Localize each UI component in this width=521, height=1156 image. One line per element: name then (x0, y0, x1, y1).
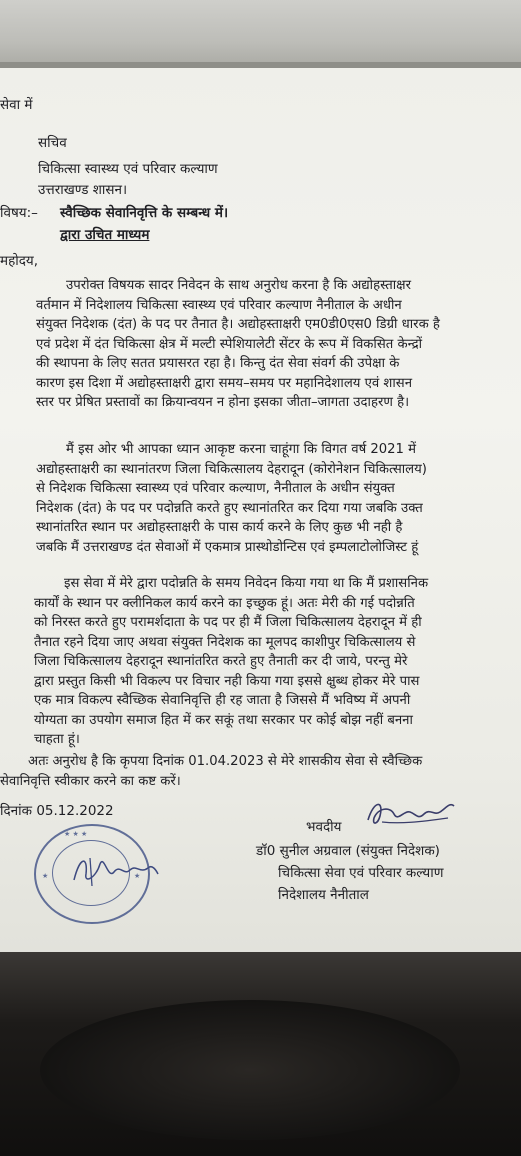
paragraph-line: निदेशक (दंत) के पद पर पदोन्नति करते हुए स्थानांतरित कर दिया गया जबकि उक्त (36, 500, 423, 516)
paragraph-line: चाहता हूं। (34, 732, 80, 747)
subject-label: विषय:– (0, 205, 38, 221)
greeting: महोदय, (0, 253, 39, 269)
stamp-star-left: ★ (42, 872, 49, 880)
paragraph-line: से निदेशक चिकित्सा स्वास्थ्य एवं परिवार कल्याण, नैनीताल के अधीन संयुक्त (36, 481, 395, 496)
paragraph-line: अद्योहस्ताक्षरी का स्थानांतरण जिला चिकित्सालय देहरादून (कोरोनेशन चिकित्सालय) (36, 461, 427, 477)
stamp-star-top: ★ ★ ★ (64, 830, 88, 838)
paragraph-line: कारण इस दिशा में अद्योहस्ताक्षरी द्वारा समय–समय पर महानिदेशालय एवं शासन (36, 375, 413, 391)
paragraph-line: स्तर पर प्रेषित प्रस्तावों का क्रियान्वयन न होना इसका जीता–जागता उदाहरण है। (36, 395, 410, 410)
recipient-line-2: चिकित्सा स्वास्थ्य एवं परिवार कल्याण (38, 161, 218, 177)
sender-department: चिकित्सा सेवा एवं परिवार कल्याण (278, 865, 444, 881)
paragraph-line: द्वारा प्रस्तुत किसी भी विकल्प पर विचार नही किया गया इससे क्षुब्ध होकर मेरे पास (34, 673, 420, 689)
signature-image (360, 796, 460, 830)
paragraph-line: तैनात रहने दिया जाए अथवा संयुक्त निदेशक का मूलपद काशीपुर चिकित्सालय से (34, 634, 416, 650)
closing: भवदीय (306, 819, 342, 835)
paper-fold-edge (0, 62, 521, 68)
via-text: द्वारा उचित माध्यम (60, 227, 150, 243)
paragraph-line: उपरोक्त विषयक सादर निवेदन के साथ अनुरोध करना है कि अद्योहस्ताक्षर (66, 278, 412, 293)
paragraph-line: वर्तमान में निदेशालय चिकित्सा स्वास्थ्य एवं परिवार कल्याण नैनीताल के अधीन (36, 297, 402, 313)
paragraph-line: योग्यता का उपयोग समाज हित में कर सकूं तथा सरकार पर कोई बोझ नहीं बनना (34, 712, 413, 728)
paragraph-line: स्थानांतरित स्थान पर अद्योहस्ताक्षरी के पास कार्य करने के लिए कुछ भी नही है (36, 520, 403, 535)
paragraph-1 (36, 276, 440, 413)
stamp-signature (70, 850, 160, 890)
letter-date: दिनांक 05.12.2022 (0, 803, 114, 819)
sender-name: डॉ0 सुनील अग्रवाल (संयुक्त निदेशक) (256, 843, 440, 859)
stamp-star-right: ★ (134, 872, 141, 880)
paragraph-line: अतः अनुरोध है कि कृपया दिनांक 01.04.2023 से मेरे शासकीय सेवा से स्वैच्छिक (28, 754, 423, 769)
paragraph-line: जिला चिकित्सालय देहरादून स्थानांतरित करते हुए तैनाती कर दी जाये, परन्तु मेरे (34, 654, 408, 669)
paragraph-line: संयुक्त निदेशक (दंत) के पद पर तैनात है। अद्योहस्ताक्षरी एम0डी0एस0 डिग्री धारक है (36, 317, 440, 332)
photo-background-top (0, 0, 521, 70)
paragraph-line: कार्यों के स्थान पर क्लीनिकल कार्य करने का इच्छुक हूं। अतः मेरी की गई पदोन्नति (34, 595, 415, 611)
subject-text: स्वैच्छिक सेवानिवृत्ति के सम्बन्ध में। (60, 205, 229, 221)
paragraph-line: इस सेवा में मेरे द्वारा पदोन्नति के समय निवेदन किया गया था कि मैं प्रशासनिक (64, 576, 429, 591)
paragraph-line: मैं इस ओर भी आपका ध्यान आकृष्ट करना चाहूंगा कि विगत वर्ष 2021 में (66, 442, 417, 457)
paragraph-2 (36, 440, 427, 557)
paragraph-line: की स्थापना के लिए सतत प्रयासरत रहा है। किन्तु दंत सेवा संवर्ग की उपेक्षा के (36, 356, 400, 371)
sender-office: निदेशालय नैनीताल (278, 887, 369, 903)
paragraph-line: एवं प्रदेश में दंत चिकित्सा क्षेत्र में मल्टी स्पेशियालेटी सेंटर के रूप में विकसित केन्द्रों (36, 336, 423, 352)
paragraph-line: एक मात्र विकल्प स्वैच्छिक सेवानिवृत्ति ही रह जाता है जिससे मैं भविष्य में अपनी (34, 693, 411, 708)
salutation-to: सेवा में (0, 97, 33, 113)
paragraph-line: जबकि मैं उत्तराखण्ड दंत सेवाओं में एकमात्र प्रास्थोडोन्टिस एवं इम्पलाटोलोजिस्ट हूं (36, 539, 419, 555)
paragraph-line: सेवानिवृत्ति स्वीकार करने का कष्ट करें। (0, 773, 181, 789)
recipient-line-3: उत्तराखण्ड शासन। (38, 182, 128, 198)
paragraph-line: को निरस्त करते हुए परामर्शदाता के पद पर ही मैं जिला चिकित्सालय देहरादून में ही (34, 615, 422, 630)
paragraph-4 (0, 752, 422, 791)
photo-shadow (40, 1000, 460, 1140)
recipient-line-1: सचिव (38, 135, 67, 151)
paragraph-3 (34, 574, 428, 750)
